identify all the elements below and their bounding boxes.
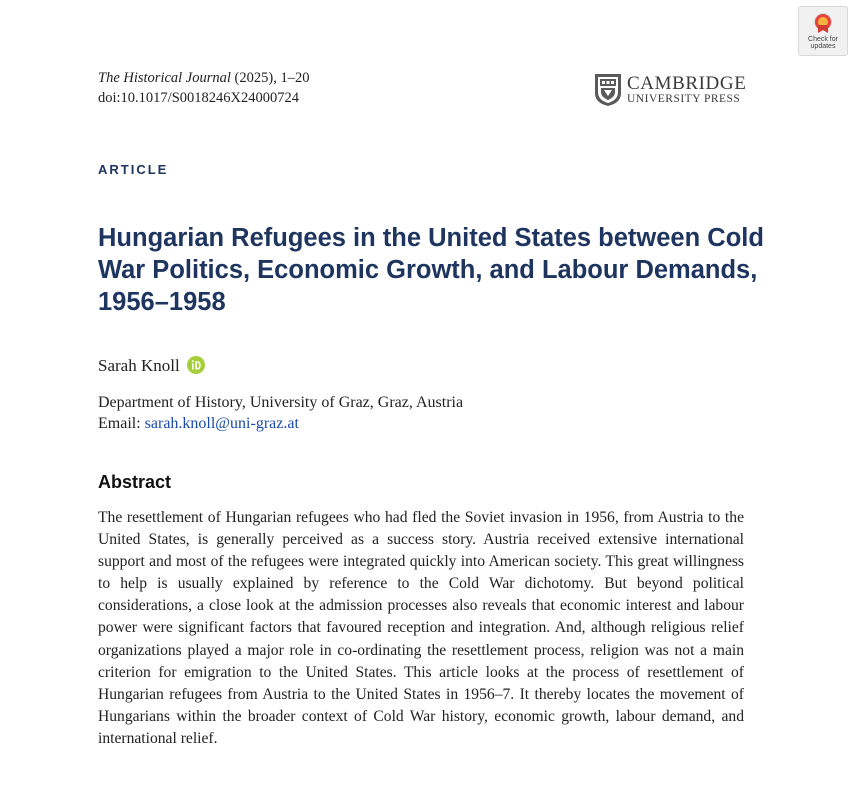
publisher-name: CAMBRIDGE	[627, 73, 747, 94]
journal-info: (2025), 1–20	[230, 70, 310, 86]
article-title: Hungarian Refugees in the United States between Cold War Politics, Economic Growth, and Labour Demands, 1956–1958	[98, 224, 764, 316]
affiliation-block	[98, 392, 463, 434]
abstract-heading: Abstract	[98, 472, 172, 492]
doi[interactable]: doi:10.1017/S0018246X24000724	[98, 90, 299, 106]
journal-name: The Historical Journal	[98, 70, 231, 86]
check-for-updates-icon	[812, 11, 834, 35]
check-for-updates-badge[interactable]	[798, 6, 848, 56]
email-label: Email:	[98, 415, 145, 432]
abstract-text: The resettlement of Hungarian refugees who had fled the Soviet invasion in 1956, from Austria to the United States, is generally perceived as a success story. Austria received extensive international support and most of the refugees were integrated quickly into American society. This great willingness to help is usually explained by reference to the Cold War dichotomy. But beyond political considerations, a close look at the admission processes also reveals that economic interest and labour power were significant factors that favoured reception and integration. And, although religious relief organizations played a major role in co-ordinating the resettlement process, religion was not a main criterion for emigration to the United States. This article looks at the process of resettlement of Hungarian refugees from Austria to the United States in 1956–7. It thereby locates the movement of Hungarians within the broader context of Cold War history, economic growth, labour demand, and international relief.	[98, 509, 744, 747]
affiliation: Department of History, University of Graz, Graz, Austria	[98, 394, 464, 411]
orcid-icon[interactable]	[187, 356, 205, 374]
article-type: ARTICLE	[98, 162, 169, 177]
cambridge-crest-icon	[594, 73, 622, 107]
journal-citation	[98, 68, 309, 108]
publisher-subname: UNIVERSITY PRESS	[627, 93, 741, 105]
badge-label: Check for updates	[808, 36, 838, 50]
author-line	[98, 354, 205, 378]
email-link[interactable]: sarah.knoll@uni-graz.at	[144, 415, 299, 432]
author-name: Sarah Knoll	[98, 356, 180, 375]
